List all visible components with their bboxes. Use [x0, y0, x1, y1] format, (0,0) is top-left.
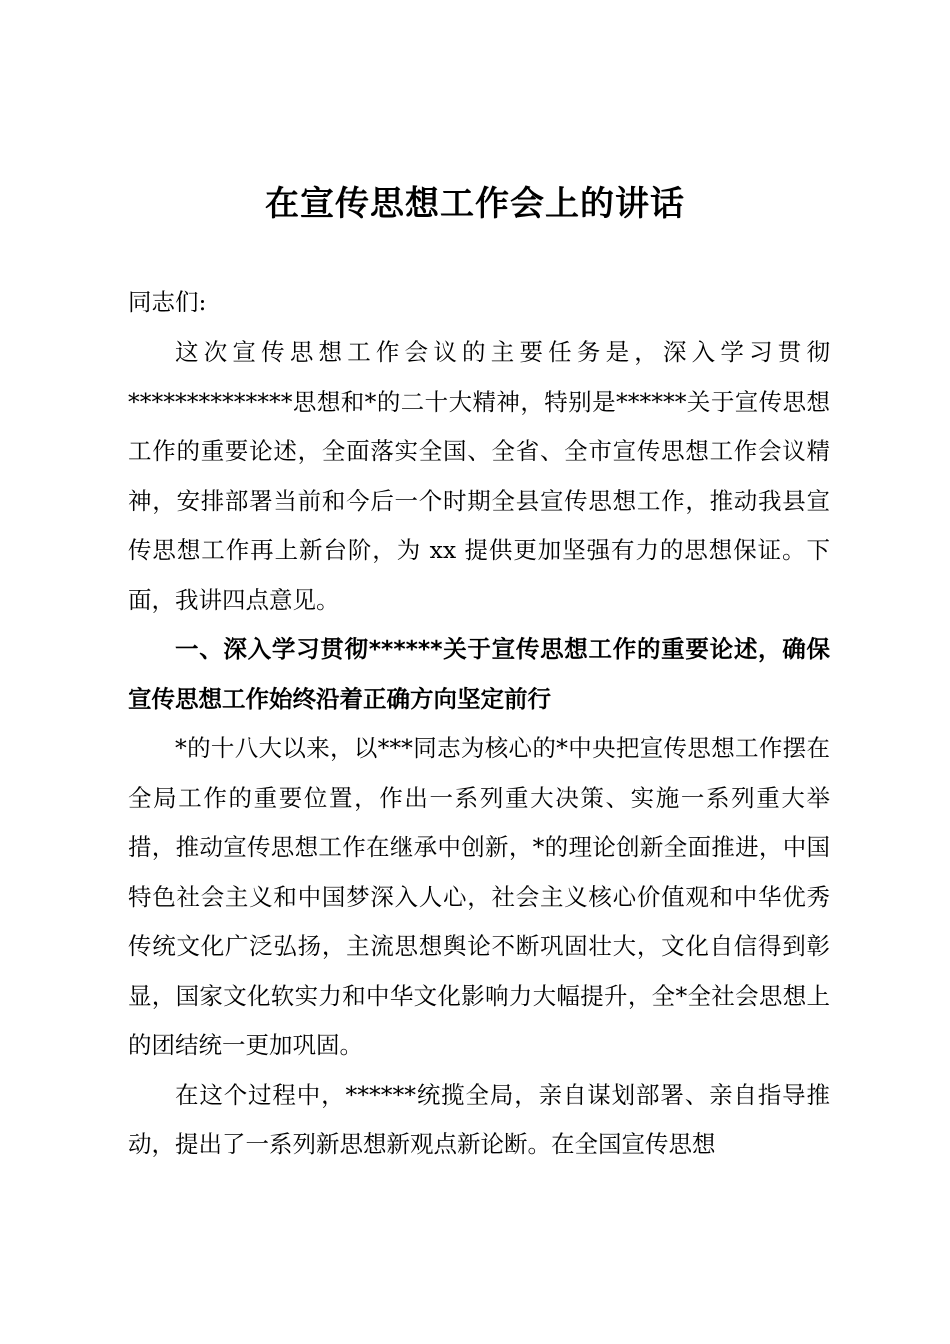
salutation: 同志们:: [128, 288, 207, 316]
body-paragraph: *的十八大以来，以***同志为核心的*中央把宣传思想工作摆在全局工作的重要位置，作出一系列重大决策、实施一系列重大举措，推动宣传思想工作在继承中创新，*的理论创新全面推进，中国特色社会主义和中国梦深入人心，社会主义核心价值观和中华优秀传统文化广泛弘扬，主流思想舆论不断巩固壮大，文化自信得到彰显，国家文化软实力和中华文化影响力大幅提升，全*全社会思想上的团结统一更加巩固。: [128, 734, 830, 1059]
body-paragraph: 在这个过程中，******统揽全局，亲自谋划部署、亲自指导推动，提出了一系列新思想新观点新论断。在全国宣传思想: [128, 1080, 830, 1158]
document-body: [128, 328, 830, 1170]
section-heading-1: 一、深入学习贯彻******关于宣传思想工作的重要论述，确保宣传思想工作始终沿着正确方向坚定前行: [128, 635, 830, 713]
document-title: 在宣传思想工作会上的讲话: [265, 184, 685, 224]
intro-paragraph: 这次宣传思想工作会议的主要任务是，深入学习贯彻**************思想和*的二十大精神，特别是******关于宣传思想工作的重要论述，全面落实全国、全省、全市宣传思想工作会议精神，安排部署当前和今后一个时期全县宣传思想工作，推动我县宣传思想工作再上新台阶，为 xx 提供更加坚强有力的思想保证。下面，我讲四点意见。: [128, 338, 830, 614]
